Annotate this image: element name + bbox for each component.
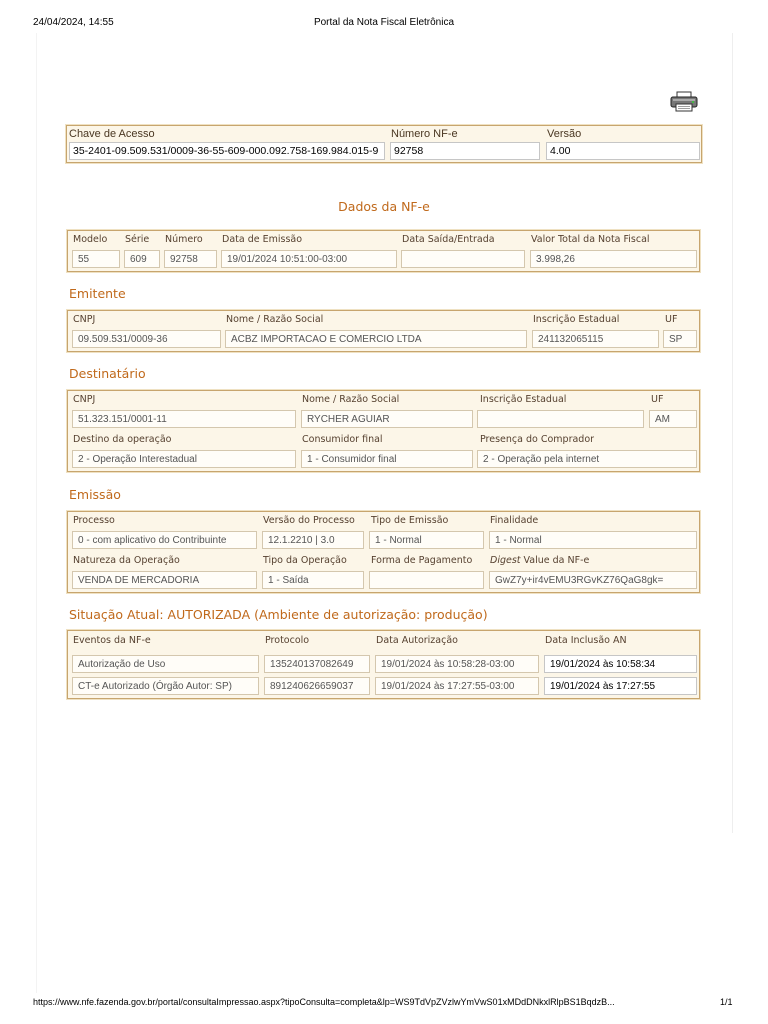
natureza-operacao-field: VENDA DE MERCADORIA [72,571,257,589]
data-saida-field [401,250,525,268]
protocolo-header: Protocolo [265,635,310,646]
data-inclusao-cell: 19/01/2024 às 17:27:55 [544,677,697,695]
emissao-box [67,511,700,593]
versao-processo-label: Versão do Processo [263,515,355,526]
serie-label: Série [125,234,150,245]
data-autorizacao-cell: 19/01/2024 às 17:27:55-03:00 [375,677,539,695]
valor-total-label: Valor Total da Nota Fiscal [531,234,650,245]
emitente-box [67,310,700,352]
destinatario-box [67,390,700,472]
processo-field: 0 - com aplicativo do Contribuinte [72,531,257,549]
valor-total-field: 3.998,26 [530,250,697,268]
data-emissao-field: 19/01/2024 10:51:00-03:00 [221,250,397,268]
consumidor-final-field: 1 - Consumidor final [301,450,473,468]
tipo-emissao-label: Tipo de Emissão [371,515,449,526]
destino-operacao-label: Destino da operação [73,434,172,445]
digest-value-label [490,555,589,566]
page-edge-right [732,33,733,833]
emitente-nome-label: Nome / Razão Social [226,314,324,325]
digest-label-rest: Value da NF-e [520,555,590,566]
destinatario-cnpj-label: CNPJ [73,394,96,405]
page-edge-left [36,33,37,993]
digest-value-field: GwZ7y+ir4vEMU3RGvKZ76QaG8gk= [489,571,697,589]
chave-acesso-label: Chave de Acesso [69,128,155,140]
emitente-uf-label: UF [665,314,678,325]
emitente-cnpj-label: CNPJ [73,314,96,325]
versao-field: 4.00 [546,142,700,160]
destinatario-nome-label: Nome / Razão Social [302,394,400,405]
dados-nfe-title: Dados da NF-e [338,199,430,214]
digest-label-italic: Digest [490,555,521,566]
data-autorizacao-header: Data Autorização [376,635,458,646]
emitente-ie-field: 241132065115 [532,330,659,348]
eventos-table [67,630,700,699]
versao-label: Versão [547,128,582,140]
numero-label: Número [165,234,203,245]
destinatario-title: Destinatário [69,366,146,381]
data-saida-label: Data Saída/Entrada [402,234,495,245]
emitente-title: Emitente [69,286,126,301]
presenca-comprador-field: 2 - Operação pela internet [477,450,697,468]
data-inclusao-header: Data Inclusão AN [545,635,627,646]
forma-pagamento-field [369,571,484,589]
destinatario-nome-field: RYCHER AGUIAR [301,410,473,428]
chave-acesso-field: 35-2401-09.509.531/0009-36-55-609-000.092.758-169.984.015-9 [69,142,385,160]
numero-field: 92758 [164,250,217,268]
emitente-ie-label: Inscrição Estadual [533,314,620,325]
natureza-operacao-label: Natureza da Operação [73,555,180,566]
destinatario-cnpj-field: 51.323.151/0001-11 [72,410,296,428]
print-page-title: Portal da Nota Fiscal Eletrônica [313,17,455,28]
tipo-operacao-field: 1 - Saída [262,571,364,589]
dados-nfe-box [67,230,700,272]
protocolo-cell: 135240137082649 [264,655,370,673]
emitente-uf-field: SP [663,330,697,348]
numero-nfe-field: 92758 [390,142,540,160]
tipo-emissao-field: 1 - Normal [369,531,484,549]
consumidor-final-label: Consumidor final [302,434,383,445]
evento-cell: CT-e Autorizado (Órgão Autor: SP) [72,677,259,695]
versao-processo-field: 12.1.2210 | 3.0 [262,531,364,549]
tipo-operacao-label: Tipo da Operação [263,555,347,566]
modelo-field: 55 [72,250,120,268]
finalidade-field: 1 - Normal [489,531,697,549]
destinatario-uf-label: UF [651,394,664,405]
processo-label: Processo [73,515,115,526]
situacao-title: Situação Atual: AUTORIZADA (Ambiente de autorização: produção) [69,607,488,622]
modelo-label: Modelo [73,234,108,245]
data-inclusao-cell: 19/01/2024 às 10:58:34 [544,655,697,673]
finalidade-label: Finalidade [490,515,539,526]
destinatario-ie-label: Inscrição Estadual [480,394,567,405]
destinatario-ie-field [477,410,644,428]
emitente-cnpj-field: 09.509.531/0009-36 [72,330,221,348]
numero-nfe-label: Número NF-e [391,128,458,140]
protocolo-cell: 891240626659037 [264,677,370,695]
emissao-title: Emissão [69,487,121,502]
destinatario-uf-field: AM [649,410,697,428]
emitente-nome-field: ACBZ IMPORTACAO E COMERCIO LTDA [225,330,527,348]
presenca-comprador-label: Presença do Comprador [480,434,595,445]
print-datetime: 24/04/2024, 14:55 [33,17,114,28]
access-key-box [66,125,702,163]
printer-icon[interactable] [669,91,699,112]
data-autorizacao-cell: 19/01/2024 às 10:58:28-03:00 [375,655,539,673]
evento-cell: Autorização de Uso [72,655,259,673]
print-url: https://www.nfe.fazenda.gov.br/portal/consultaImpressao.aspx?tipoConsulta=completa&lp=WS9TdVpZVzlwYmVwS01xMDdDNkxlRlpBS1BqdzB... [33,997,615,1007]
eventos-header: Eventos da NF-e [73,635,151,646]
destino-operacao-field: 2 - Operação Interestadual [72,450,296,468]
serie-field: 609 [124,250,160,268]
forma-pagamento-label: Forma de Pagamento [371,555,473,566]
data-emissao-label: Data de Emissão [222,234,303,245]
print-page-number: 1/1 [720,997,733,1007]
